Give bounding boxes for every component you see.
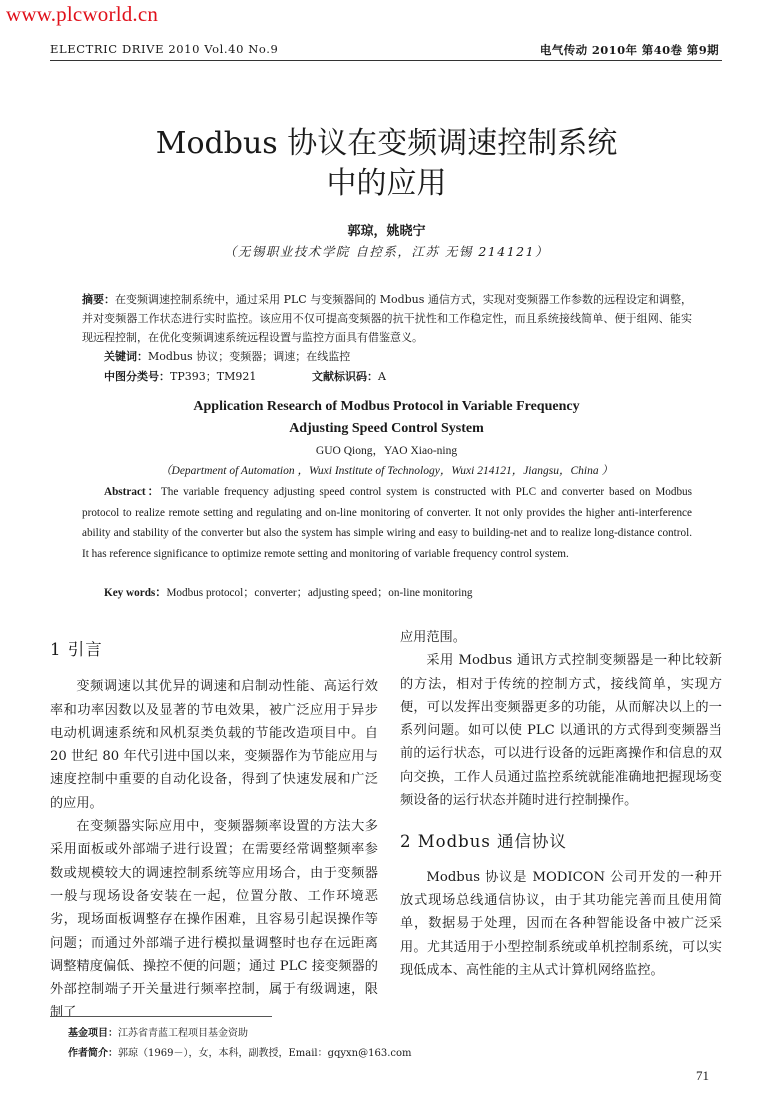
- fund-text: 江苏省青蓝工程项目基金资助: [118, 1028, 248, 1039]
- english-title-line-2: Adjusting Speed Control System: [289, 421, 484, 436]
- abstract: [82, 290, 692, 347]
- right-continuation: 应用范围。: [400, 630, 466, 645]
- footnote-rule: [50, 1016, 272, 1017]
- doc-code-text: A: [378, 370, 386, 383]
- keywords: [104, 348, 350, 364]
- document-code: [312, 368, 386, 384]
- english-authors: GUO Qiong，YAO Xiao-ning: [315, 445, 458, 457]
- left-paragraph-2: 在变频器实际应用中，变频器频率设置的方法大多采用面板或外部端子进行设置；在需要经常调整频率参数或规模较大的调速控制系统等应用场合，由于变频器一般与现场设备安装在一起，位置分散、工作环境恶劣，现场面板调整存在操作困难，且容易引起误操作等问题；而通过外部端子进行模拟量调整时也存在远距离调整精度偏低、操控不便的问题；通过 PLC 接变频器的外部控制端子开关量进行频率控制，属于有级调速，限制了: [50, 819, 378, 1021]
- author-bio-label: 作者简介：: [68, 1048, 118, 1059]
- english-abstract-text: The variable frequency adjusting speed control system is constructed with PLC and converter based on Modbus protocol to realize remote setting and regulating and on-line monitoring of converter. It not only provides the higher anti-interference ability and stability of the converter but also the system has simple wiring and easy to building-net and to realize long-distance control. It has reference significance to optimize remote setting and monitoring of variable frequency control system.: [82, 486, 693, 560]
- doc-code-label: 文献标识码：: [312, 370, 378, 383]
- section-2-heading: 2 Modbus 通信协议: [400, 832, 568, 852]
- footnote-author: [68, 1044, 412, 1059]
- english-abstract: [82, 482, 692, 564]
- english-abstract-label: Abstract：: [104, 486, 161, 498]
- classification-number: [104, 368, 256, 384]
- english-keywords: [104, 584, 473, 600]
- fund-label: 基金项目：: [68, 1028, 118, 1039]
- authors: 郭琼，姚晓宁: [347, 224, 426, 239]
- affiliation: （无锡职业技术学院 自控系，江苏 无锡 214121）: [223, 244, 550, 259]
- title-line-2: 中的应用: [326, 166, 447, 201]
- section-1-heading: 1 引言: [50, 640, 103, 659]
- title-line-1: Modbus 协议在变频调速控制系统: [155, 126, 618, 161]
- left-paragraph-1: 变频调速以其优异的调速和启制动性能、高运行效率和功率因数以及显著的节电效果，被广泛应用于异步电动机调速系统和风机泵类负载的节能改造项目中。自 20 世纪 80 年代引进中国以来，变频器作为节能应用与速度控制中重要的自动化设备，得到了快速发展和广泛的应用。: [50, 679, 378, 811]
- english-keywords-label: Key words：: [104, 587, 167, 599]
- right-paragraph-1: 采用 Modbus 通讯方式控制变频器是一种比较新的方法，相对于传统的控制方式，接线简单，实现方便，可以发挥出变频器更多的功能，从而解决以上的一系列问题。如可以使 PLC 以通讯的方式得到变频器当前的运行状态，可以进行设备的远距离操作和信息的双向交换，工作人员通过监控系统就能准确地把握现场变频设备的运行状态并随时进行控制操作。: [400, 653, 722, 809]
- running-header-right: 电气传动 2010年 第40卷 第9期: [539, 43, 719, 57]
- keywords-label: 关键词：: [104, 350, 148, 363]
- right-paragraph-2: Modbus 协议是 MODICON 公司开发的一种开放式现场总线通信协议，由于其功能完善而且使用简单，数据易于处理，因而在各种智能设备中被广泛采用。尤其适用于小型控制系统或单机控制系统，可以实现低成本、高性能的主从式计算机网络监控。: [400, 869, 722, 978]
- clc-text: TP393；TM921: [170, 370, 257, 383]
- right-column: [400, 626, 722, 982]
- footnote-fund: [68, 1024, 248, 1039]
- clc-label: 中图分类号：: [104, 370, 170, 383]
- english-keywords-text: Modbus protocol；converter；adjusting speed；on-line monitoring: [166, 587, 473, 599]
- watermark-text: www.plcworld.cn: [6, 2, 159, 26]
- page-number: 71: [696, 1068, 709, 1083]
- english-title-line-1: Application Research of Modbus Protocol in Variable Frequency: [193, 399, 580, 414]
- author-bio-text: 郭琼（1969－），女，本科，副教授，Email：gqyxn@163.com: [118, 1048, 412, 1059]
- abstract-label: 摘要：: [82, 293, 116, 306]
- abstract-text: 在变频调速控制系统中，通过采用 PLC 与变频器间的 Modbus 通信方式，实现对变频器工作参数的远程设定和调整，并对变频器工作状态进行实时监控。该应用不仅可提高变频器的抗干扰性和工作稳定性，而且系统接线简单、便于组网、能实现远程控制，在优化变频调速系统远程设置与监控方面具有借鉴意义。: [82, 293, 692, 344]
- left-column: [50, 638, 378, 1025]
- header-rule: [50, 60, 722, 61]
- running-header-left: ELECTRIC DRIVE 2010 Vol.40 No.9: [50, 42, 279, 56]
- keywords-text: Modbus 协议；变频器；调速；在线监控: [148, 350, 351, 363]
- english-affiliation: （Department of Automation ，Wuxi Institute of Technology，Wuxi 214121，Jiangsu，China ）: [160, 465, 613, 477]
